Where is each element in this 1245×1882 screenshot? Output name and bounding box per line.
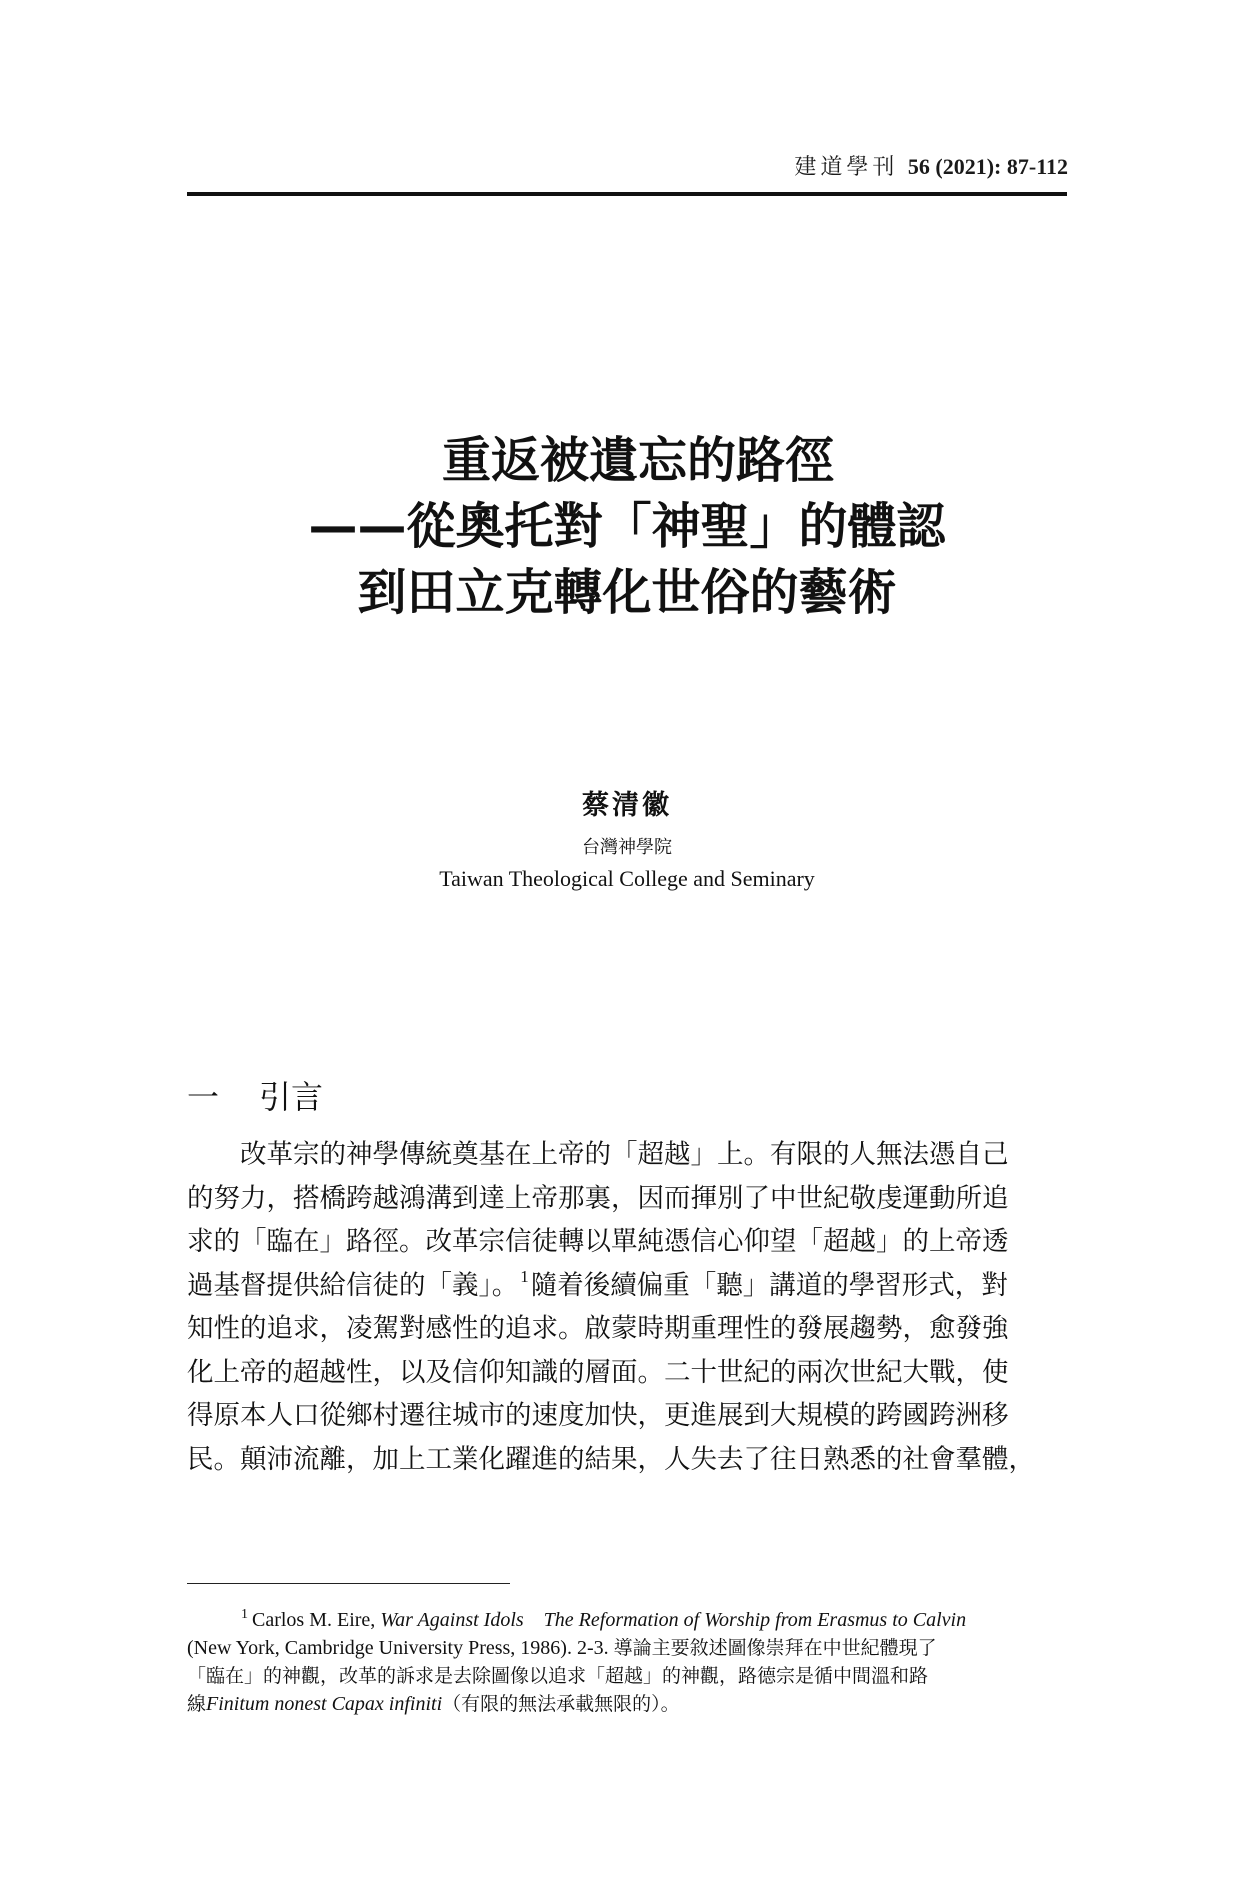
footnote-rule xyxy=(187,1583,510,1584)
footnote-author: Carlos M. Eire, xyxy=(252,1609,381,1631)
body-line-text: 隨着後續偏重「聽」講道的學習形式，對 xyxy=(530,1269,1008,1301)
body-line: 改革宗的神學傳統奠基在上帝的「超越」上。有限的人無法憑自己 xyxy=(187,1139,1009,1170)
body-line: 的努力，搭橋跨越鴻溝到達上帝那裏，因而揮別了中世紀敬虔運動所追 xyxy=(187,1182,1009,1214)
body-line-text: 過基督提供給信徒的「義」。 xyxy=(187,1269,519,1301)
body-line: 求的「臨在」路徑。改革宗信徒轉以單純憑信心仰望「超越」的上帝透 xyxy=(187,1226,1009,1257)
section-title: 引言 xyxy=(259,1078,324,1116)
body-line: 知性的追求，凌駕對感性的追求。啟蒙時期重理性的發展趨勢，愈發強 xyxy=(187,1313,1009,1344)
affiliation-zh: 台灣神學院 xyxy=(582,837,672,858)
footnote-text: 導論主要敘述圖像崇拜在中世紀體現了 xyxy=(613,1637,937,1659)
footnote xyxy=(187,1606,1067,1718)
affiliation-en: Taiwan Theological College and Seminary xyxy=(439,866,815,891)
footnote-book-title: War Against Idols The Reformation of Worship from Erasmus to Calvin xyxy=(380,1609,967,1631)
footnote-line: 「臨在」的神觀，改革的訴求是去除圖像以追求「超越」的神觀，路德宗是循中間溫和路 xyxy=(187,1665,929,1687)
footnote-line xyxy=(187,1606,1067,1634)
body-paragraph xyxy=(187,1133,1067,1481)
body-line: 民。顛沛流離，加上工業化躍進的結果，人失去了往日熟悉的社會羣體， xyxy=(187,1443,1035,1475)
footnote-line xyxy=(187,1634,1067,1662)
footnote-publication: (New York, Cambridge University Press, 1986). 2-3. xyxy=(187,1637,614,1659)
footnote-marker: 1 xyxy=(241,1607,248,1622)
body-line xyxy=(187,1264,1067,1308)
title-line-2: ——從奧托對「神聖」的體認 xyxy=(308,498,946,555)
footnote-text: （有限的無法承載無限的）。 xyxy=(442,1693,680,1715)
journal-name: 建道學刊 xyxy=(794,155,899,180)
body-line: 得原本人口從鄉村遷往城市的速度加快，更進展到大規模的跨國跨洲移 xyxy=(187,1400,1009,1431)
section-number: 一 xyxy=(187,1078,220,1116)
section-heading xyxy=(187,1072,323,1118)
footnote-reference[interactable]: 1 xyxy=(520,1266,529,1286)
body-line: 化上帝的超越性，以及信仰知識的層面。二十世紀的兩次世紀大戰，使 xyxy=(187,1356,1009,1388)
footnote-text: 線 xyxy=(187,1693,207,1715)
author-name: 蔡清徽 xyxy=(582,790,672,821)
article-title xyxy=(187,428,1067,626)
footnote-latin-phrase: Finitum nonest Capax infiniti xyxy=(206,1693,443,1715)
journal-citation: 56 (2021): 87-112 xyxy=(907,154,1068,179)
title-line-1: 重返被遺忘的路徑 xyxy=(441,432,834,489)
footnote-line xyxy=(187,1690,1067,1718)
running-head xyxy=(794,150,1068,181)
title-line-3: 到田立克轉化世俗的藝術 xyxy=(357,564,897,621)
header-rule xyxy=(187,192,1067,196)
